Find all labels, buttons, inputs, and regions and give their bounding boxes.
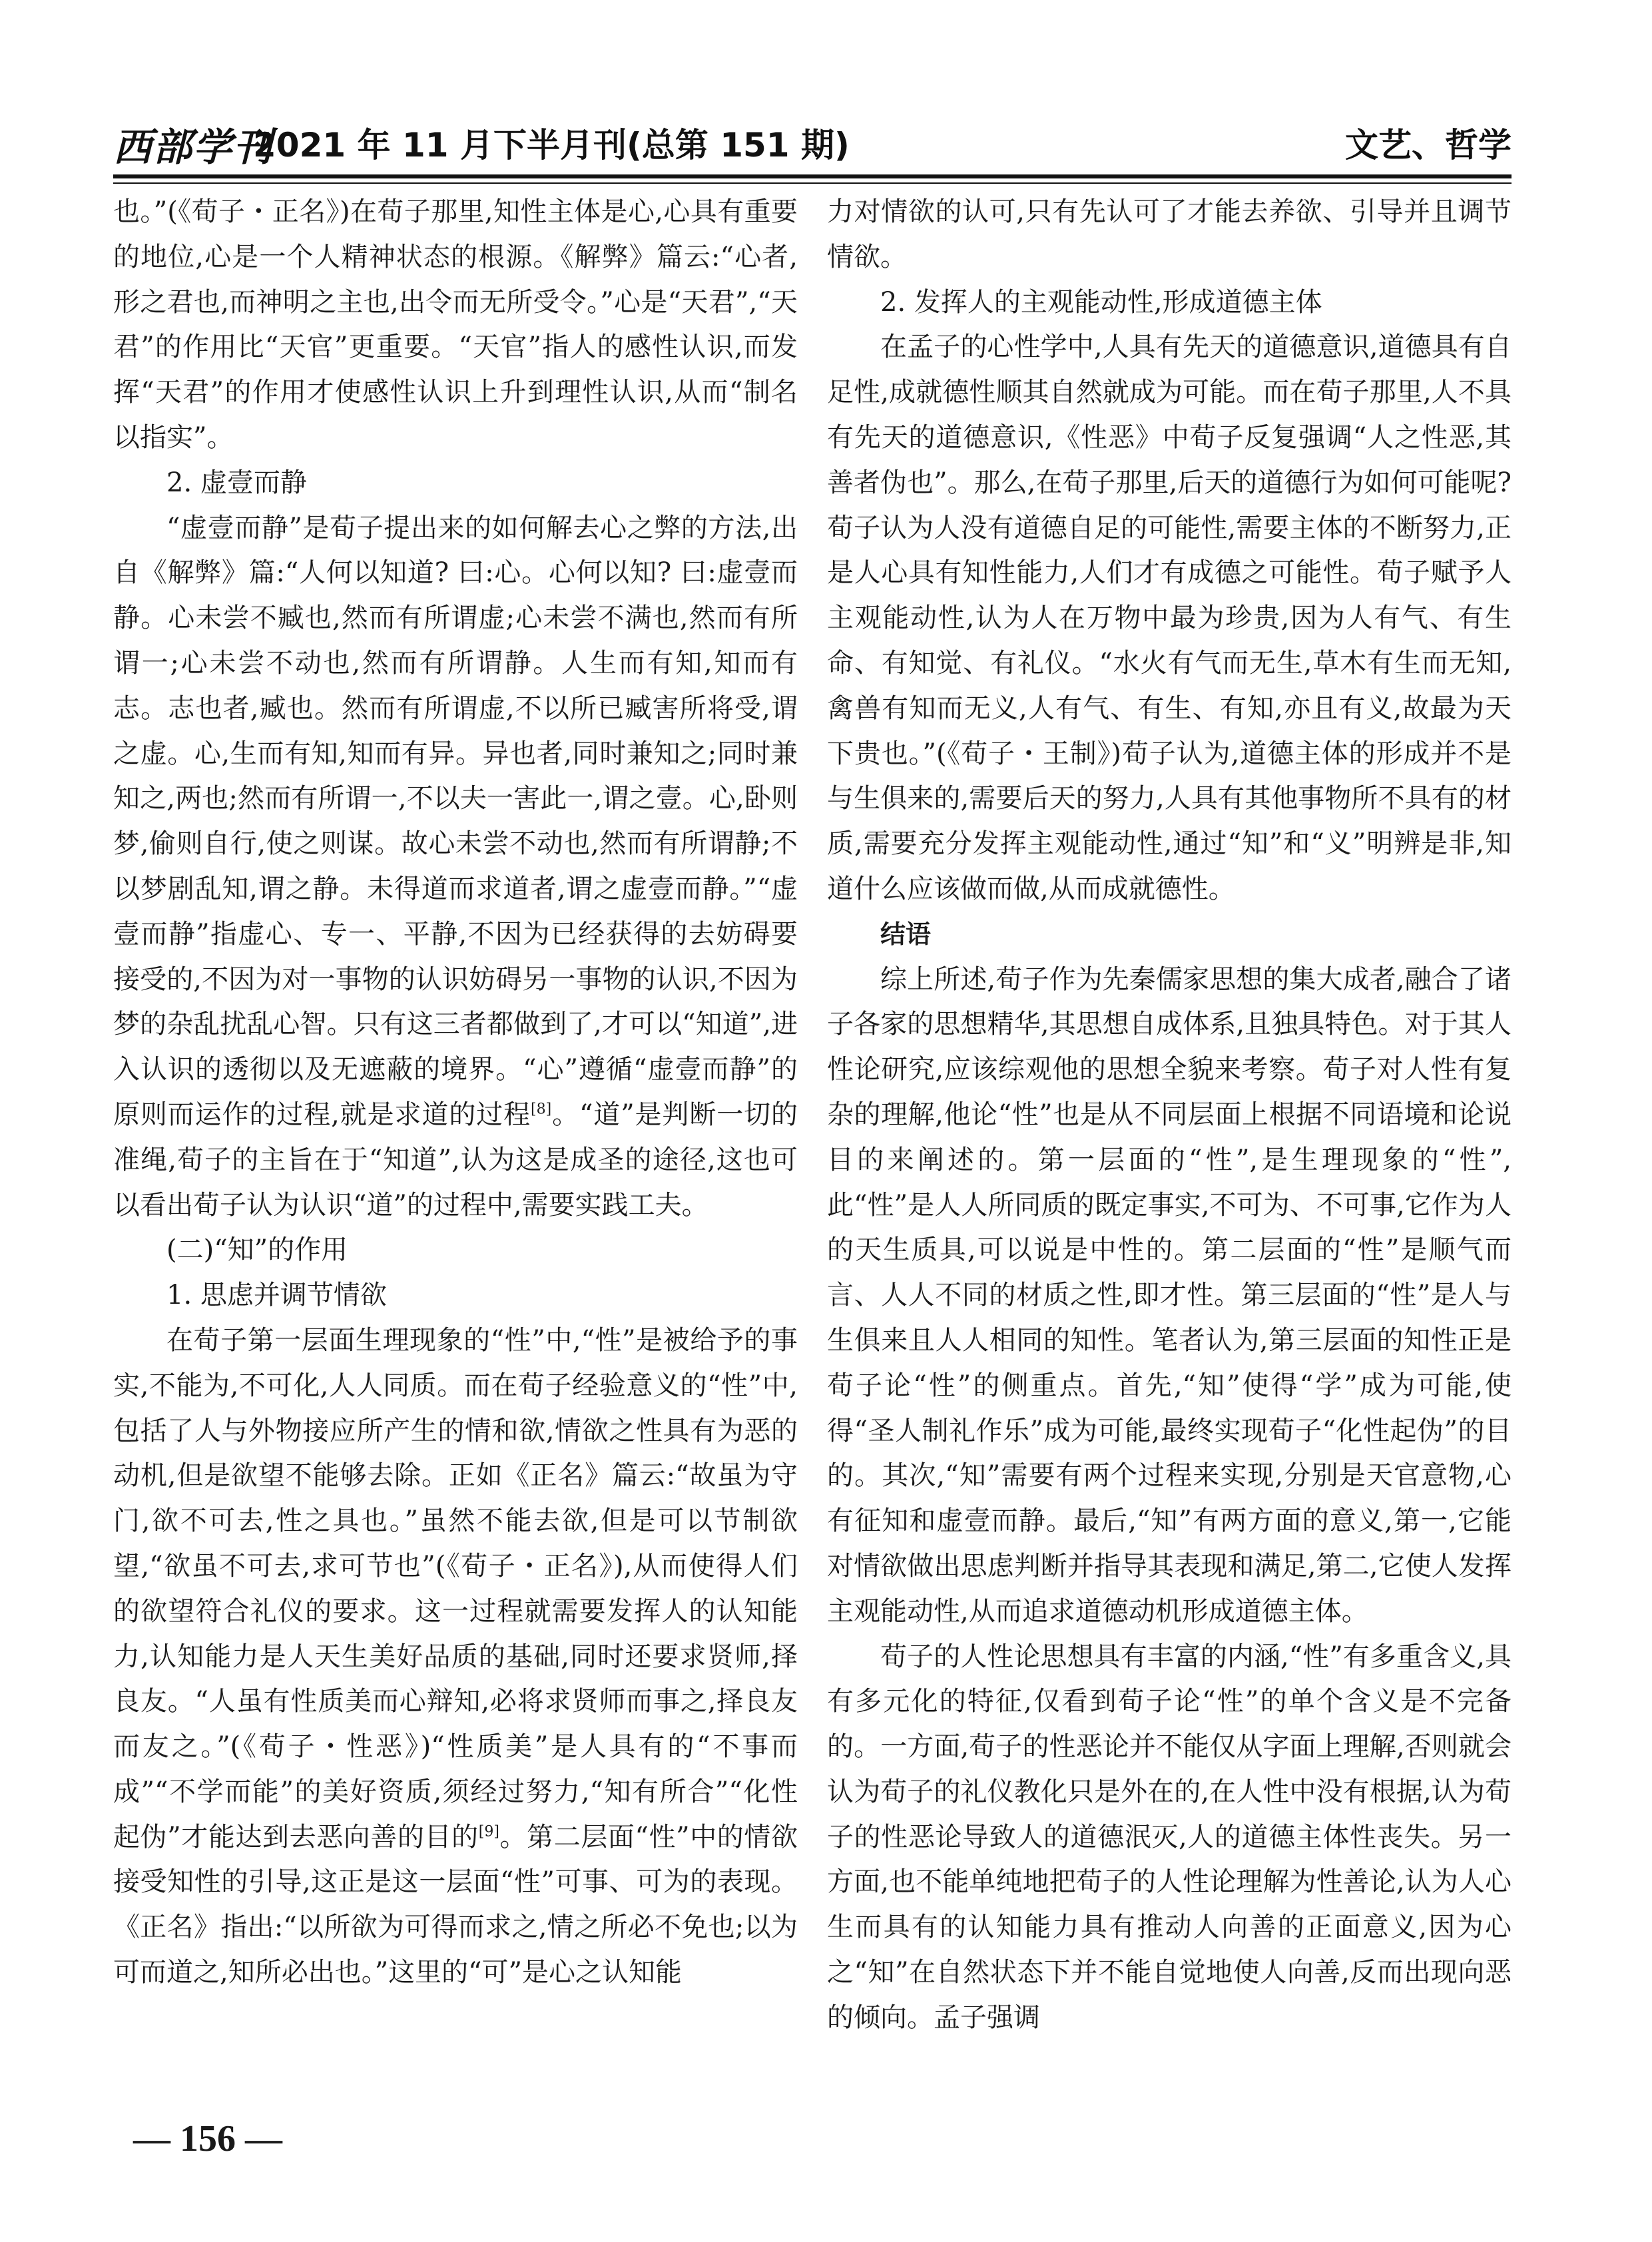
right-column <box>827 190 1512 2041</box>
header-rule-thick <box>113 174 1512 178</box>
paragraph: 荀子的人性论思想具有丰富的内涵,“性”有多重含义,具有多元化的特征,仅看到荀子论“性”的单个含义是不完备的。一方面,荀子的性恶论并不能仅从字面上理解,否则就会认为荀子的礼仪教化只是外在的,在人性中没有根据,认为荀子的性恶论导致人的道德泯灭,人的道德主体性丧失。另一方面,也不能单纯地把荀子的人性论理解为性善论,认为人心生而具有的认知能力具有推动人向善的正面意义,因为心之“知”在自然状态下并不能自觉地使人向善,反而出现向恶的倾向。孟子强调 <box>827 1641 1512 2033</box>
subheading: 2. 虚壹而静 <box>166 467 307 498</box>
left-column <box>113 190 798 1996</box>
subheading: (二)“知”的作用 <box>166 1235 348 1266</box>
subheading: 1. 思虑并调节情欲 <box>166 1280 387 1311</box>
page-header <box>113 113 1512 173</box>
citation-ref: [9] <box>478 1823 499 1840</box>
paragraph: 综上所述,荀子作为先秦儒家思想的集大成者,融合了诸子各家的思想精华,其思想自成体系,且独具特色。对于其人性论研究,应该综观他的思想全貌来考察。荀子对人性有复杂的理解,他论“性”也是从不同层面上根据不同语境和论说目的来阐述的。第一层面的“性”,是生理现象的“性”,此“性”是人人所同质的既定事实,不可为、不可事,它作为人的天生质具,可以说是中性的。第二层面的“性”是顺气而言、人人不同的材质之性,即才性。第三层面的“性”是人与生俱来且人人相同的知性。笔者认为,第三层面的知性正是荀子论“性”的侧重点。首先,“知”使得“学”成为可能,使得“圣人制礼作乐”成为可能,最终实现荀子“化性起伪”的目的。其次,“知”需要有两个过程来实现,分别是天官意物,心有征知和虚壹而静。最后,“知”有两方面的意义,第一,它能对情欲做出思虑判断并指导其表现和满足,第二,它使人发挥主观能动性,从而追求道德动机形成道德主体。 <box>827 964 1512 1627</box>
paragraph: 在荀子第一层面生理现象的“性”中,“性”是被给予的事实,不能为,不可化,人人同质。而在荀子经验意义的“性”中,包括了人与外物接应所产生的情和欲,情欲之性具有为恶的动机,但是欲望不能够去除。正如《正名》篇云:“故虽为守门,欲不可去,性之具也。”虽然不能去欲,但是可以节制欲望,“欲虽不可去,求可节也”(《荀子・正名》),从而使得人们的欲望符合礼仪的要求。这一过程就需要发挥人的认知能力,认知能力是人天生美好品质的基础,同时还要求贤师,择良友。“人虽有性质美而心辩知,必将求贤师而事之,择良友而友之。”(《荀子・性恶》)“性质美”是人具有的“不事而成”“不学而能”的美好资质,须经过努力,“知有所合”“化性起伪”才能达到去恶向善的目的[9]。第二层面“性”中的情欲接受知性的引导,这正是这一层面“性”可事、可为的表现。《正名》指出:“以所欲为可得而求之,情之所必不免也;以为可而道之,知所必出也。”这里的“可”是心之认知能 <box>113 1324 798 1988</box>
section-heading: 结语 <box>880 919 932 949</box>
issue-info: 2021 年 11 月下半月刊(总第 151 期) <box>253 126 850 164</box>
citation-ref: [8] <box>531 1101 552 1118</box>
section-title: 文艺、哲学 <box>1345 126 1512 164</box>
header-rule-thin <box>113 182 1512 184</box>
paragraph: 也。”(《荀子・正名》)在荀子那里,知性主体是心,心具有重要的地位,心是一个人精神状态的根源。《解弊》篇云:“心者,形之君也,而神明之主也,出令而无所受令。”心是“天君”,“天君”的作用比“天官”更重要。“天官”指人的感性认识,而发挥“天君”的作用才使感性认识上升到理性认识,从而“制名以指实”。 <box>113 196 798 453</box>
journal-logo: 西部学刊 <box>113 125 274 170</box>
paragraph: 在孟子的心性学中,人具有先天的道德意识,道德具有自足性,成就德性顺其自然就成为可能。而在荀子那里,人不具有先天的道德意识,《性恶》中荀子反复强调“人之性恶,其善者伪也”。那么,在荀子那里,后天的道德行为如何可能呢? 荀子认为人没有道德自足的可能性,需要主体的不断努力,正是人心具有知性能力,人们才有成德之可能性。荀子赋予人主观能动性,认为人在万物中最为珍贵,因为人有气、有生命、有知觉、有礼仪。“水火有气而无生,草木有生而无知,禽兽有知而无义,人有气、有生、有知,亦且有义,故最为天下贵也。”(《荀子・王制》)荀子认为,道德主体的形成并不是与生俱来的,需要后天的努力,人具有其他事物所不具有的材质,需要充分发挥主观能动性,通过“知”和“义”明辨是非,知道什么应该做而做,从而成就德性。 <box>827 332 1512 904</box>
paragraph: “虚壹而静”是荀子提出来的如何解去心之弊的方法,出自《解弊》篇:“人何以知道? 曰:心。心何以知? 曰:虚壹而静。心未尝不臧也,然而有所谓虚;心未尝不满也,然而有所谓一;心未尝不动也,然而有所谓静。人生而有知,知而有志。志也者,臧也。然而有所谓虚,不以所已臧害所将受,谓之虚。心,生而有知,知而有异。异也者,同时兼知之;同时兼知之,两也;然而有所谓一,不以夫一害此一,谓之壹。心,卧则梦,偷则自行,使之则谋。故心未尝不动也,然而有所谓静;不以梦剧乱知,谓之静。未得道而求道者,谓之虚壹而静。”“虚壹而静”指虚心、专一、平静,不因为已经获得的去妨碍要接受的,不因为对一事物的认识妨碍另一事物的认识,不因为梦的杂乱扰乱心智。只有这三者都做到了,才可以“知道”,进入认识的透彻以及无遮蔽的境界。“心”遵循“虚壹而静”的原则而运作的过程,就是求道的过程[8]。“道”是判断一切的准绳,荀子的主旨在于“知道”,认为这是成圣的途径,这也可以看出荀子认为认识“道”的过程中,需要实践工夫。 <box>113 512 798 1221</box>
paragraph: 力对情欲的认可,只有先认可了才能去养欲、引导并且调节情欲。 <box>827 196 1512 272</box>
page-number: — 156 — <box>133 2118 282 2159</box>
subheading: 2. 发挥人的主观能动性,形成道德主体 <box>880 286 1322 318</box>
